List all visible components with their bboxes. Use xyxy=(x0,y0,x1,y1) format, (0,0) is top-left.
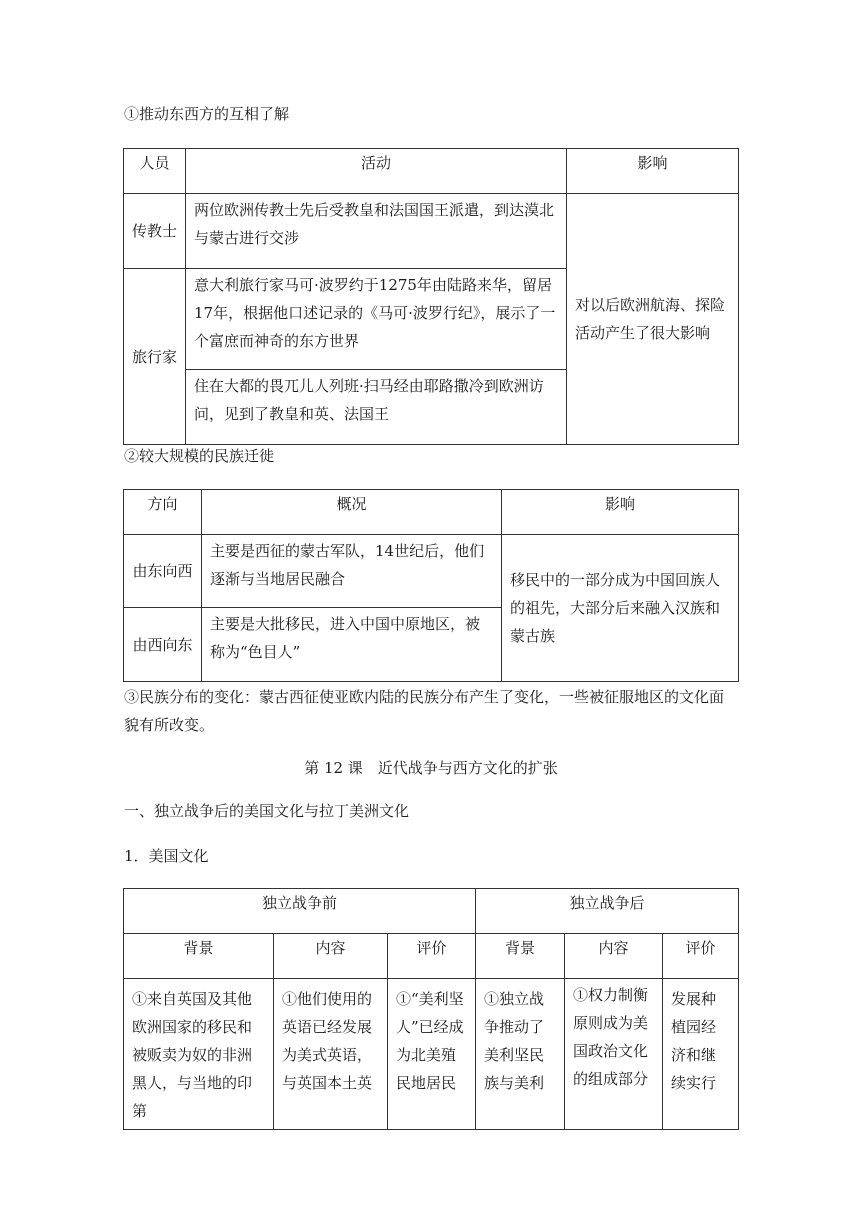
lesson-title: 第 12 课 近代战争与西方文化的扩张 xyxy=(304,759,558,777)
overview-east-west: 主要是西征的蒙古军队，14世纪后，他们逐渐与当地居民融合 xyxy=(202,535,502,608)
header-direction: 方向 xyxy=(124,490,202,535)
american-culture-table xyxy=(123,888,739,1130)
header-impact: 影响 xyxy=(502,490,739,535)
subheader-evaluation: 评价 xyxy=(663,934,739,979)
section2-heading: ②较大规模的民族迁徙 xyxy=(124,447,275,465)
person-traveler: 旅行家 xyxy=(124,269,186,445)
cell-after-evaluation: 发展种植园经济和继续实行 xyxy=(663,979,739,1130)
migration-table xyxy=(123,489,739,682)
header-person: 人员 xyxy=(124,149,186,194)
subheader-background: 背景 xyxy=(476,934,565,979)
part1-heading: 一、独立战争后的美国文化与拉丁美洲文化 xyxy=(124,802,410,820)
section1-heading: ①推动东西方的互相了解 xyxy=(124,105,290,123)
header-before-war: 独立战争前 xyxy=(124,889,476,934)
cell-before-content: ①他们使用的英语已经发展为美式英语，与英国本土英 xyxy=(274,979,388,1130)
item1-heading: 1．美国文化 xyxy=(124,847,209,865)
impact-migration: 移民中的一部分成为中国回族人的祖先，大部分后来融入汉族和蒙古族 xyxy=(502,535,739,682)
cell-before-evaluation: ①“美利坚人”已经成为北美殖民地居民 xyxy=(388,979,476,1130)
header-impact: 影响 xyxy=(567,149,739,194)
cell-before-background: ①来自英国及其他欧洲国家的移民和被贩卖为奴的非洲黑人，与当地的印第 xyxy=(124,979,274,1130)
person-missionary: 传教士 xyxy=(124,194,186,269)
activity-marco-polo: 意大利旅行家马可·波罗约于1275年由陆路来华，留居17年，根据他口述记录的《马可·波罗行纪》，展示了一个富庶而神奇的东方世界 xyxy=(186,269,567,370)
direction-east-west: 由东向西 xyxy=(124,535,202,608)
cell-after-background: ①独立战争推动了美利坚民族与美利 xyxy=(476,979,565,1130)
overview-west-east: 主要是大批移民，进入中国中原地区，被称为“色目人” xyxy=(202,608,502,682)
direction-west-east: 由西向东 xyxy=(124,608,202,682)
subheader-evaluation: 评价 xyxy=(388,934,476,979)
subheader-content: 内容 xyxy=(274,934,388,979)
cell-after-content: ①权力制衡原则成为美国政治文化的组成部分 xyxy=(565,979,663,1130)
header-overview: 概况 xyxy=(202,490,502,535)
subheader-content: 内容 xyxy=(565,934,663,979)
activity-missionary: 两位欧洲传教士先后受教皇和法国国王派遣，到达漠北与蒙古进行交涉 xyxy=(186,194,567,269)
header-after-war: 独立战争后 xyxy=(476,889,739,934)
subheader-background: 背景 xyxy=(124,934,274,979)
impact-exchange: 对以后欧洲航海、探险活动产生了很大影响 xyxy=(567,194,739,445)
section3-text: ③民族分布的变化：蒙古西征使亚欧内陆的民族分布产生了变化，一些被征服地区的文化面貌有所改变。 xyxy=(124,688,725,734)
cultural-exchange-table xyxy=(123,148,739,445)
activity-rabban-sauma: 住在大都的畏兀儿人列班·扫马经由耶路撒冷到欧洲访问，见到了教皇和英、法国王 xyxy=(186,370,567,445)
header-activity: 活动 xyxy=(186,149,567,194)
